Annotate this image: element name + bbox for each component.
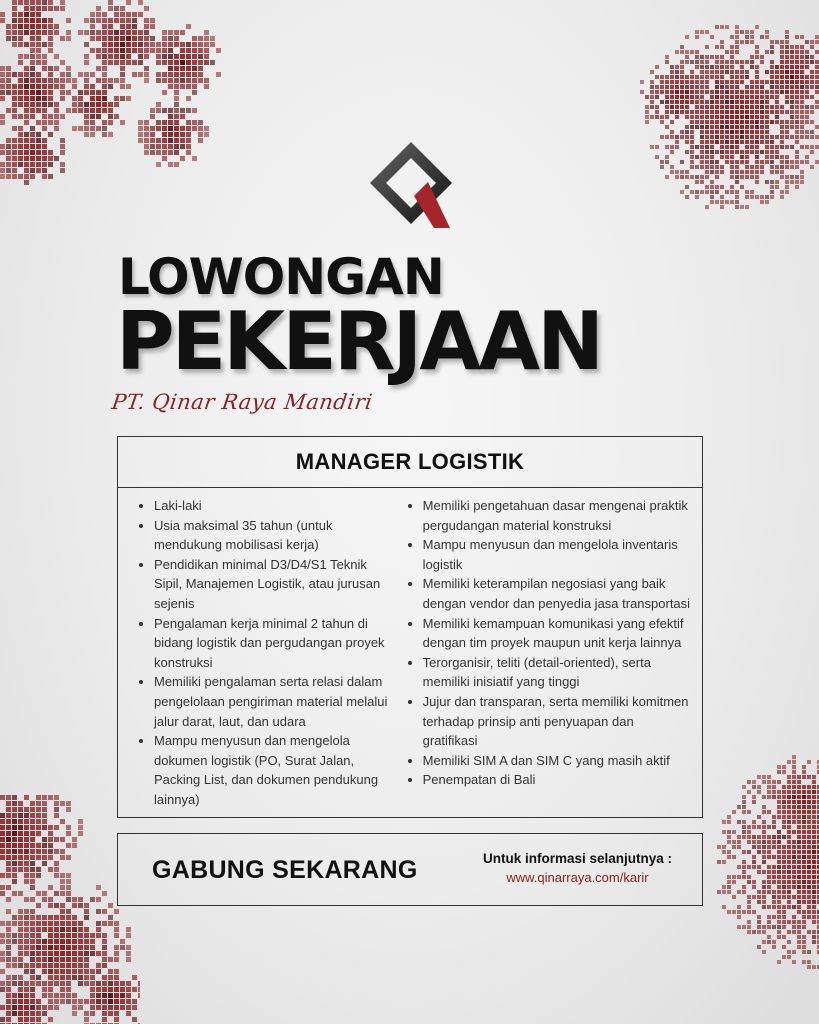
requirement-item: • Pendidikan minimal D3/D4/S1 Teknik Sipil, Manajemen Logistik, atau jurusan sejenis (154, 555, 395, 614)
info-label: Untuk informasi selanjutnya : (482, 851, 672, 866)
requirement-item: • Memiliki SIM A dan SIM C yang masih aktif (423, 751, 692, 771)
company-name: PT. Qinar Raya Mandiri (110, 390, 375, 414)
requirement-item: • Memiliki kemampuan komunikasi yang efektif dengan tim proyek maupun unit kerja lainnya (423, 614, 692, 653)
join-now-button[interactable]: GABUNG SEKARANG (152, 856, 418, 884)
headline-line1: LOWONGAN (118, 248, 444, 306)
requirement-item: • Usia maksimal 35 tahun (untuk mendukung mobilisasi kerja) (154, 516, 395, 555)
headline-line2: PEKERJAAN (116, 295, 602, 388)
pixel-pattern-top-right (640, 15, 819, 220)
requirement-item: • Laki-laki (154, 496, 395, 516)
cta-box (117, 833, 703, 906)
requirement-item: • Terorganisir, teliti (detail-oriented), serta memiliki inisiatif yang tinggi (423, 653, 692, 692)
requirement-item: • Penempatan di Bali (423, 770, 692, 790)
requirement-item: • Memiliki pengetahuan dasar mengenai praktik pergudangan material konstruksi (423, 496, 692, 535)
requirement-item: • Mampu menyusun dan mengelola inventaris logistik (423, 535, 692, 574)
requirement-item: • Memiliki pengalaman serta relasi dalam pengelolaan pengiriman material melalui jalur darat, laut, dan udara (154, 672, 395, 731)
job-details-box (117, 436, 703, 818)
info-block (483, 851, 672, 885)
requirement-item: • Memiliki keterampilan negosiasi yang baik dengan vendor dan penyedia jasa transportasi (423, 574, 692, 613)
requirement-item: • Jujur dan transparan, serta memiliki komitmen terhadap prinsip anti penyuapan dan gratifikasi (423, 692, 692, 751)
pixel-pattern-top-left (0, 0, 230, 195)
job-title: MANAGER LOGISTIK (118, 437, 702, 488)
pixel-pattern-bottom-right (712, 740, 819, 980)
company-logo-icon (368, 140, 454, 230)
requirements-left-list (126, 496, 395, 810)
requirement-item: • Mampu menyusun dan mengelola dokumen logistik (PO, Surat Jalan, Packing List, dan dokumen pendukung lainnya) (154, 731, 395, 809)
requirements-right-list (395, 496, 692, 810)
pixel-pattern-bottom-left (0, 795, 140, 1024)
requirement-item: • Pengalaman kerja minimal 2 tahun di bidang logistik dan pergudangan proyek konstruksi (154, 614, 395, 673)
career-link[interactable]: www.qinarraya.com/karir (506, 870, 649, 885)
